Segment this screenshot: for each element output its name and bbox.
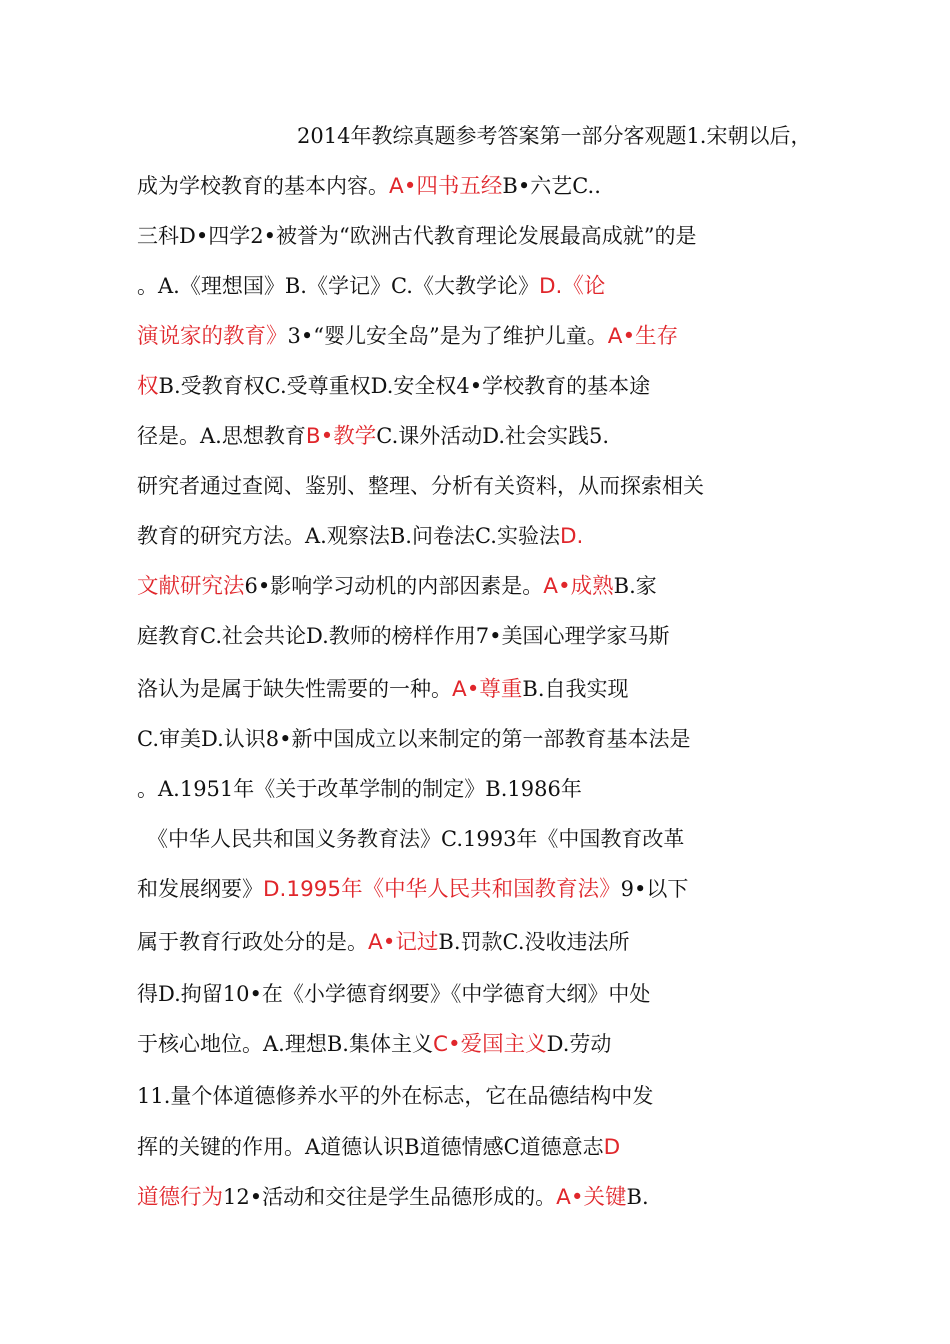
question-text: 。A.《理想国》B.《学记》C.《大教学论》 [137,274,539,298]
text-line [137,572,657,601]
question-text: B.受教育权C.受尊重权D.安全权4•学校教育的基本途 [158,374,651,398]
question-text: 3•“婴儿安全岛”是为了维护儿童。 [287,324,608,348]
answer-text: A•成熟 [543,574,614,599]
answer-text: D [603,1135,621,1160]
question-text: 。A.1951年《关于改革学制的制定》B.1986年 [137,777,582,801]
answer-text: D. [559,524,584,549]
text-line [137,928,630,957]
text-line [137,1082,653,1110]
text-line [137,272,605,301]
text-line [137,675,629,704]
answer-text: D.《论 [538,274,606,299]
question-text: B•六艺C.. [502,174,601,198]
question-text: 12•活动和交往是学生品德形成的。 [223,1185,557,1209]
question-text: 11.量个体道德修养水平的外在标志，它在品德结构中发 [137,1084,654,1108]
answer-text: A•尊重 [452,677,523,702]
question-text: 《中华人民共和国义务教育法》C.1993年《中国教育改革 [147,827,685,851]
answer-text: 权 [137,374,159,399]
question-text: B.自我实现 [522,677,629,701]
question-text: 6•影响学习动机的内部因素是。 [244,574,544,598]
answer-text: A•四书五经 [389,174,503,199]
answer-text: 文献研究法 [137,574,245,599]
question-text: 9•以下 [620,877,689,901]
question-text: 和发展纲要》 [137,877,263,901]
text-line [137,725,691,753]
answer-text: A•生存 [607,324,679,349]
question-text: 属于教育行政处分的是。 [137,930,368,954]
question-text: 径是。A.思想教育 [137,424,306,448]
text-line [137,1133,620,1162]
question-text: 研究者通过查阅、鉴别、整理、分析有关资料，从而探索相关 [137,474,704,498]
answer-text: A•记过 [368,930,439,955]
question-text: B.罚款C.没收违法所 [438,930,630,954]
question-text: 洛认为是属于缺失性需要的一种。 [137,677,452,701]
answer-text: 道德行为 [137,1185,224,1210]
text-line [137,372,650,401]
text-line [137,222,696,250]
question-text: 庭教育C.社会共论D.教师的榜样作用7•美国心理学家马斯 [137,624,670,648]
question-text: 教育的研究方法。A.观察法B.问卷法C.实验法 [137,524,560,548]
question-text: 三科D•四学2•被誉为“欧洲古代教育理论发展最高成就”的是 [137,224,697,248]
text-line [137,322,678,351]
text-line [147,825,684,853]
text-line [137,775,582,803]
text-line [297,122,811,150]
text-line [137,472,704,500]
text-line [137,522,583,551]
answer-text: A•关键 [556,1185,627,1210]
question-text: C.课外活动D.社会实践5. [376,424,610,448]
text-line [137,1183,649,1212]
question-text: B.家 [613,574,657,598]
answer-text: D.1995年《中华人民共和国教育法》 [263,877,621,902]
answer-text: C•爱国主义 [432,1032,547,1057]
answer-text: 演说家的教育》 [137,324,288,349]
question-text: 得D.拘留10•在《小学德育纲要》《中学德育大纲》中处 [137,982,651,1006]
question-text: 2014年教综真题参考答案第一部分客观题1.宋朝以后， [297,124,812,148]
text-line [137,875,688,904]
answer-text: B•教学 [305,424,377,449]
question-text: B. [626,1185,649,1209]
text-line [137,622,670,650]
question-text: 于核心地位。A.理想B.集体主义 [137,1032,433,1056]
question-text: C.审美D.认识8•新中国成立以来制定的第一部教育基本法是 [137,727,691,751]
text-line [137,1030,611,1059]
text-line [137,172,601,201]
question-text: 挥的关键的作用。A道德认识B道德情感C道德意志 [137,1135,604,1159]
question-text: 成为学校教育的基本内容。 [137,174,389,198]
text-line [137,980,650,1008]
text-line [137,422,609,451]
question-text: D.劳动 [546,1032,612,1056]
